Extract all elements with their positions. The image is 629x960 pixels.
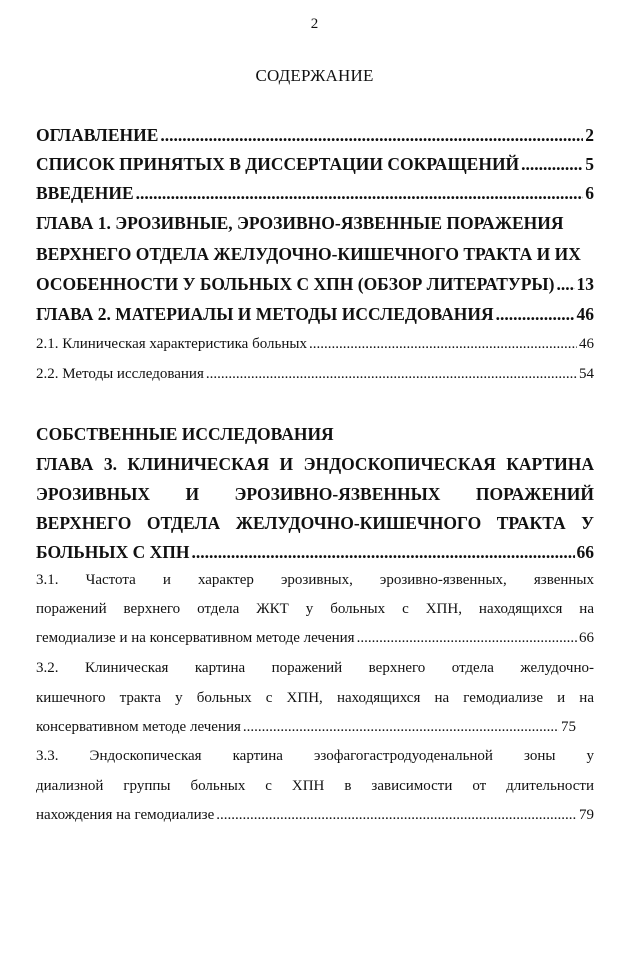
toc-entry-page: 66 — [576, 542, 594, 562]
toc-entry-text: нахождения на гемодиализе — [36, 807, 215, 823]
toc-entry-text: ОСОБЕННОСТИ У БОЛЬНЫХ С ХПН (ОБЗОР ЛИТЕРАТУРЫ) — [36, 274, 555, 294]
toc-section-3-3-line2: диализной группы больных с ХПН в зависимости от длительности — [36, 778, 594, 794]
toc-title: СОДЕРЖАНИЕ — [255, 66, 374, 85]
toc-chapter3-line4 — [36, 542, 594, 563]
toc-entry-text: ВВЕДЕНИЕ — [36, 183, 134, 203]
page-number: 2 — [310, 16, 319, 32]
leader-dots — [521, 154, 583, 175]
toc-section-3-3-line3 — [36, 807, 594, 824]
leader-dots — [556, 274, 574, 295]
toc-section-2-1 — [36, 336, 594, 353]
toc-entry-page: 46 — [576, 304, 594, 324]
toc-entry-text: ОГЛАВЛЕНИЕ — [36, 125, 159, 145]
toc-section-3-1-line3 — [36, 630, 594, 647]
toc-entry-abbreviations — [36, 154, 594, 175]
toc-entry-text: БОЛЬНЫХ С ХПН — [36, 542, 190, 562]
toc-own-research-heading: СОБСТВЕННЫЕ ИССЛЕДОВАНИЯ — [36, 424, 334, 444]
toc-entry-text: 2.1. Клиническая характеристика больных — [36, 336, 307, 352]
toc-section-3-2-line1: 3.2. Клиническая картина поражений верхнего отдела желудочно- — [36, 660, 594, 676]
toc-chapter2 — [36, 304, 594, 325]
leader-dots — [160, 125, 583, 146]
leader-dots — [496, 304, 575, 325]
toc-entry-page: 46 — [579, 336, 594, 352]
toc-entry-page: 2 — [585, 125, 594, 145]
toc-chapter3-line3: ВЕРХНЕГО ОТДЕЛА ЖЕЛУДОЧНО-КИШЕЧНОГО ТРАКТА У — [36, 513, 594, 533]
toc-entry-page: 66 — [579, 630, 594, 646]
toc-chapter3-line2: ЭРОЗИВНЫХ И ЭРОЗИВНО-ЯЗВЕННЫХ ПОРАЖЕНИЙ — [36, 484, 594, 504]
toc-section-3-2-line3 — [36, 719, 576, 736]
toc-entry-page: 75 — [561, 719, 576, 735]
toc-entry-text: консервативном методе лечения — [36, 719, 241, 735]
leader-dots — [309, 336, 577, 353]
leader-dots — [206, 366, 577, 383]
toc-entry-page: 79 — [579, 807, 594, 823]
leader-dots — [243, 719, 559, 736]
toc-entry-page: 13 — [576, 274, 594, 294]
toc-entry-contents — [36, 125, 594, 146]
toc-entry-text: гемодиализе и на консервативном методе лечения — [36, 630, 355, 646]
toc-entry-introduction — [36, 183, 594, 204]
leader-dots — [191, 542, 574, 563]
toc-entry-text: ГЛАВА 2. МАТЕРИАЛЫ И МЕТОДЫ ИССЛЕДОВАНИЯ — [36, 304, 494, 324]
toc-chapter3-line1: ГЛАВА 3. КЛИНИЧЕСКАЯ И ЭНДОСКОПИЧЕСКАЯ КАРТИНА — [36, 454, 594, 474]
toc-entry-page: 54 — [579, 366, 594, 382]
toc-entry-text: 2.2. Методы исследования — [36, 366, 204, 382]
toc-entry-page: 5 — [585, 154, 594, 174]
toc-chapter1-line2: ВЕРХНЕГО ОТДЕЛА ЖЕЛУДОЧНО-КИШЕЧНОГО ТРАКТА И ИХ — [36, 244, 581, 264]
toc-chapter1-line3 — [36, 274, 594, 295]
leader-dots — [136, 183, 584, 204]
toc-section-2-2 — [36, 366, 594, 383]
toc-entry-page: 6 — [585, 183, 594, 203]
toc-entry-text: СПИСОК ПРИНЯТЫХ В ДИССЕРТАЦИИ СОКРАЩЕНИЙ — [36, 154, 520, 174]
leader-dots — [357, 630, 577, 647]
toc-section-3-1-line2: поражений верхнего отдела ЖКТ у больных с ХПН, находящихся на — [36, 601, 594, 617]
leader-dots — [216, 807, 577, 824]
toc-section-3-1-line1: 3.1. Частота и характер эрозивных, эрозивно-язвенных, язвенных — [36, 572, 594, 588]
toc-chapter1-line1: ГЛАВА 1. ЭРОЗИВНЫЕ, ЭРОЗИВНО-ЯЗВЕННЫЕ ПОРАЖЕНИЯ — [36, 213, 564, 233]
toc-section-3-2-line2: кишечного тракта у больных с ХПН, находящихся на гемодиализе и на — [36, 690, 594, 706]
toc-section-3-3-line1: 3.3. Эндоскопическая картина эзофагогастродуоденальной зоны у — [36, 748, 594, 764]
